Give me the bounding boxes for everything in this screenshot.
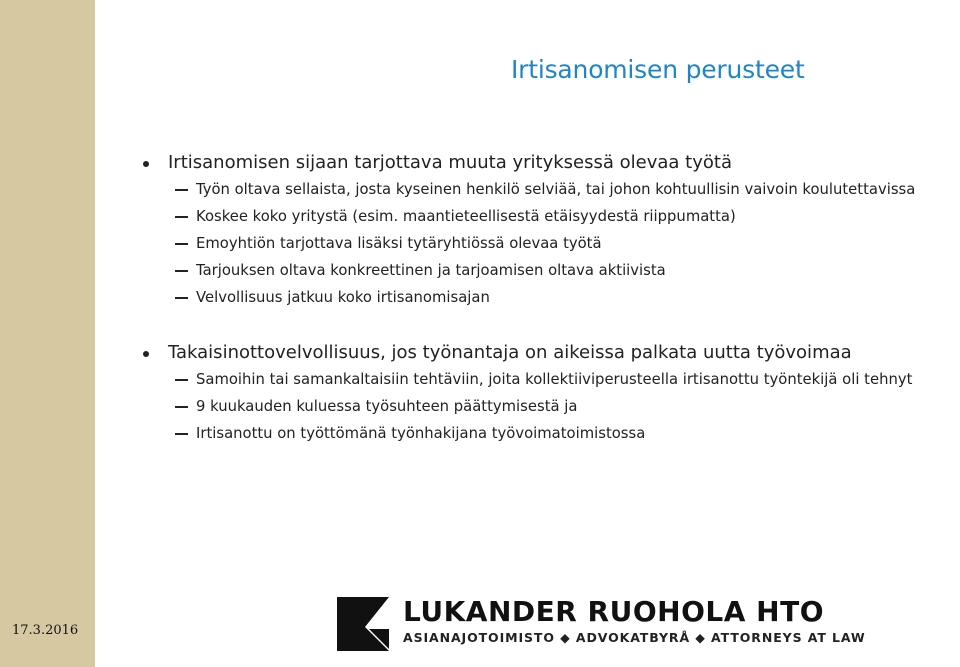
sub-item: [143, 366, 958, 393]
dash-icon: [175, 189, 188, 191]
firm-logo: [337, 595, 866, 657]
sub-item: [143, 393, 958, 420]
sub-item: [143, 420, 958, 447]
dash-icon: [175, 379, 188, 381]
section-rehire-obligation: [143, 340, 958, 447]
sub-item: [143, 230, 958, 257]
dash-icon: [175, 297, 188, 299]
dash-icon: [175, 216, 188, 218]
sub-item-text: Irtisanottu on työttömänä työnhakijana työvoimatoimistossa: [196, 425, 646, 442]
sidebar-band: [0, 0, 95, 667]
dash-icon: [175, 406, 188, 408]
sub-item: [143, 203, 958, 230]
sub-item: [143, 176, 958, 203]
dash-icon: [175, 433, 188, 435]
sub-item-text: Emoyhtiön tarjottava lisäksi tytäryhtiössä olevaa työtä: [196, 235, 602, 252]
logo-tagline: ASIANAJOTOIMISTO ◆ ADVOKATBYRÅ ◆ ATTORNEYS AT LAW: [403, 630, 866, 645]
sub-item-text: 9 kuukauden kuluessa työsuhteen päättymisestä ja: [196, 398, 578, 415]
sub-item-text: Velvollisuus jatkuu koko irtisanomisajan: [196, 289, 490, 306]
sub-item-text: Samoihin tai samankaltaisiin tehtäviin, joita kollektiiviperusteella irtisanottu työntekijä oli tehnyt: [196, 371, 913, 388]
bullet-heading-text: Irtisanomisen sijaan tarjottava muuta yrityksessä olevaa työtä: [168, 152, 732, 173]
dash-icon: [175, 243, 188, 245]
sub-item-text: Työn oltava sellaista, josta kyseinen henkilö selviää, tai johon kohtuullisin vaivoin koulutettavissa: [196, 181, 916, 198]
sub-item-text: Tarjouksen oltava konkreettinen ja tarjoamisen oltava aktiivista: [196, 262, 666, 279]
bullet-dot-icon: [143, 161, 149, 167]
logo-firm-name: LUKANDER RUOHOLA HTO: [403, 595, 824, 628]
slide-title: Irtisanomisen perusteet: [511, 55, 805, 84]
sub-item: [143, 284, 958, 311]
dash-icon: [175, 270, 188, 272]
sub-item-text: Koskee koko yritystä (esim. maantieteellisestä etäisyydestä riippumatta): [196, 208, 736, 225]
sub-item: [143, 257, 958, 284]
bullet-dot-icon: [143, 351, 149, 357]
slide-date: 17.3.2016: [12, 623, 79, 638]
logo-mark-icon: [337, 597, 389, 651]
section-offer-other-work: [143, 150, 958, 311]
bullet-heading: [143, 340, 958, 366]
bullet-heading: [143, 150, 958, 176]
bullet-heading-text: Takaisinottovelvollisuus, jos työnantaja on aikeissa palkata uutta työvoimaa: [168, 342, 852, 363]
